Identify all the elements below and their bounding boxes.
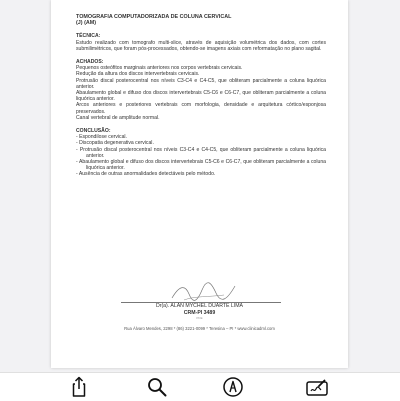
sign-button[interactable] — [305, 375, 329, 399]
achado-item: Pequenos osteófitos marginais anteriores nos corpos vertebrais cervicais. — [76, 65, 243, 72]
tecnica-heading: TÉCNICA: — [76, 33, 101, 40]
achado-item: Redução da altura dos discos intervertebrais cervicais. — [76, 71, 200, 78]
achado-item: Protrusão discal posterocentral nos níveis C3-C4 e C4-C5, que obliteram parcialmente a coluna liquórica anterior. — [76, 77, 326, 90]
conclusao-heading: CONCLUSÃO: — [76, 128, 111, 135]
conclusao-item: - Discopatia degenerativa cervical. — [76, 140, 154, 147]
sign-icon — [305, 375, 329, 399]
search-button[interactable] — [145, 375, 169, 399]
report-content — [76, 14, 326, 178]
achados-heading: ACHADOS: — [76, 59, 104, 66]
conclusao-item: - Abaulamento global e difuso dos discos intervertebrais C5-C6 e C6-C7, que obliteram parcialmente a coluna liquórica anterior. — [76, 159, 326, 172]
share-button[interactable] — [67, 375, 91, 399]
search-icon — [145, 375, 169, 399]
achado-item: Canal vertebral de amplitude normal. — [76, 114, 160, 121]
page-footer: Rua Álvaro Mendes, 2298 * (86) 3221-0099 * Teresina – PI * www.clinicadml.com — [124, 326, 275, 331]
share-icon — [67, 375, 91, 399]
signature-scribble — [169, 280, 239, 304]
document-page — [51, 0, 348, 368]
conclusao-item: - Protrusão discal posterocentral nos níveis C3-C4 e C4-C5, que obliteram parcialmente a coluna liquórica anterior. — [76, 146, 326, 159]
markup-icon — [221, 375, 245, 399]
achado-item: Abaulamento global e difuso dos discos intervertebrais C5-C6 e C6-C7, que obliteram parcialmente a coluna liquórica anterior. — [76, 90, 326, 103]
signature-name: Dr(a). ALAN MYCHEL DUARTE LIMA — [155, 303, 244, 309]
patient-line: (J) (AM) — [76, 20, 97, 27]
report-title: TOMOGRAFIA COMPUTADORIZADA DE COLUNA CERVICAL — [76, 14, 232, 20]
achado-item: Arcos anteriores e posteriores vertebrais com morfologia, densidade e arquitetura córtico/esponjosa preservados. — [76, 102, 326, 115]
conclusao-item: - Espondilose cervical. — [76, 134, 127, 141]
signature-sub: PDE — [196, 316, 203, 320]
conclusao-item: - Ausência de outras anormalidades detectáveis pelo método. — [76, 171, 216, 178]
signature-crm: CRM-PI 3489 — [183, 310, 216, 316]
bottom-toolbar — [0, 372, 400, 401]
markup-button[interactable] — [221, 375, 245, 399]
tecnica-text: Estudo realizado com tomografo multi-slice, através de aquisição volumétrica dos dados, com cortes submilimétricos, que foram pós-processados, obtendo-se imagens axiais com reformatação no plano sagital. — [76, 39, 326, 52]
